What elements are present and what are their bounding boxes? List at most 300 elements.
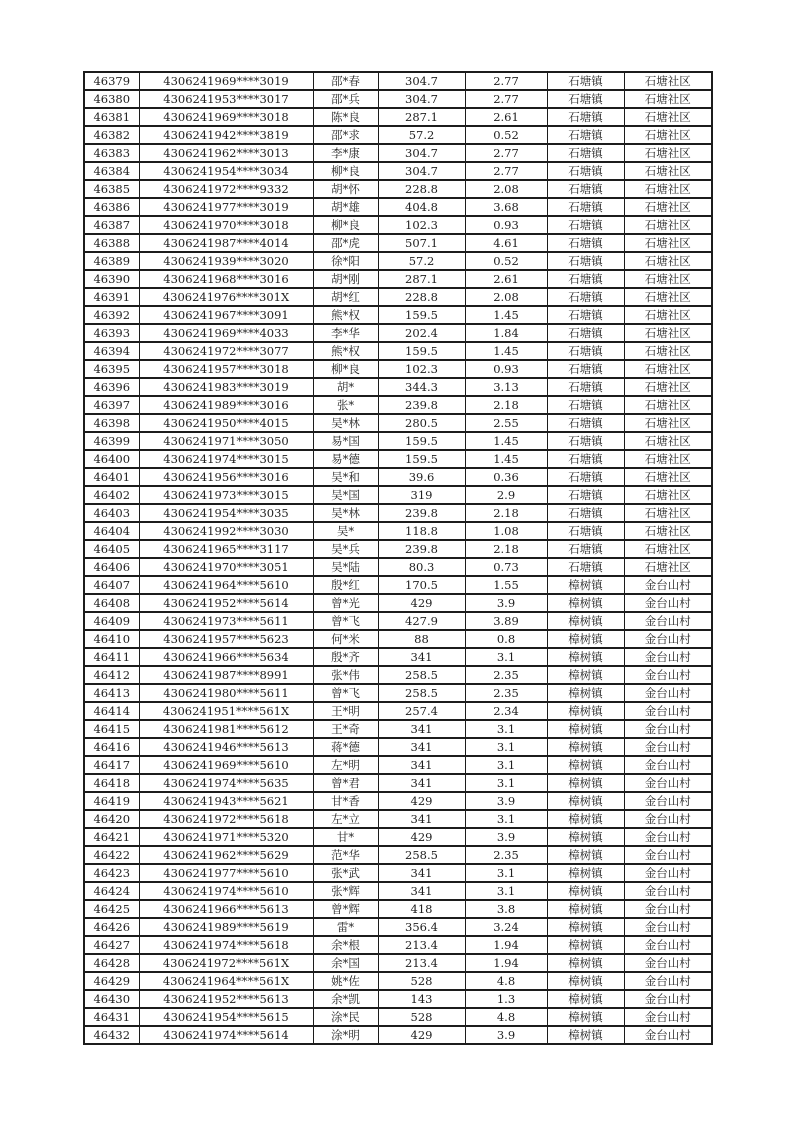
- amount-cell: 287.1: [378, 270, 465, 288]
- table-row: [84, 684, 712, 702]
- village-cell: 金台山村: [624, 666, 712, 684]
- town-cell: 石塘镇: [547, 378, 624, 396]
- rate-cell: 1.55: [465, 576, 547, 594]
- id-number-cell: 4306241962****5629: [139, 846, 313, 864]
- village-cell: 石塘社区: [624, 216, 712, 234]
- village-cell: 金台山村: [624, 630, 712, 648]
- town-cell: 石塘镇: [547, 144, 624, 162]
- name-cell: 张*伟: [313, 666, 378, 684]
- id-number-cell: 4306241957****5623: [139, 630, 313, 648]
- rate-cell: 0.73: [465, 558, 547, 576]
- name-cell: 易*德: [313, 450, 378, 468]
- id-number-cell: 4306241965****3117: [139, 540, 313, 558]
- village-cell: 石塘社区: [624, 324, 712, 342]
- id-number-cell: 4306241939****3020: [139, 252, 313, 270]
- row-index-cell: 46386: [84, 198, 139, 216]
- name-cell: 余*根: [313, 936, 378, 954]
- row-index-cell: 46412: [84, 666, 139, 684]
- town-cell: 樟树镇: [547, 1026, 624, 1044]
- row-index-cell: 46428: [84, 954, 139, 972]
- village-cell: 石塘社区: [624, 396, 712, 414]
- town-cell: 石塘镇: [547, 414, 624, 432]
- rate-cell: 4.8: [465, 972, 547, 990]
- table-row: [84, 288, 712, 306]
- town-cell: 石塘镇: [547, 342, 624, 360]
- village-cell: 金台山村: [624, 792, 712, 810]
- row-index-cell: 46409: [84, 612, 139, 630]
- table-row: [84, 1026, 712, 1044]
- table-row: [84, 900, 712, 918]
- name-cell: 邵*虎: [313, 234, 378, 252]
- village-cell: 金台山村: [624, 756, 712, 774]
- name-cell: 吴*国: [313, 486, 378, 504]
- amount-cell: 239.8: [378, 396, 465, 414]
- table-row: [84, 972, 712, 990]
- amount-cell: 418: [378, 900, 465, 918]
- table-row: [84, 324, 712, 342]
- rate-cell: 2.61: [465, 270, 547, 288]
- table-row: [84, 108, 712, 126]
- table-row: [84, 450, 712, 468]
- village-cell: 金台山村: [624, 972, 712, 990]
- table-row: [84, 792, 712, 810]
- row-index-cell: 46388: [84, 234, 139, 252]
- name-cell: 徐*阳: [313, 252, 378, 270]
- name-cell: 雷*: [313, 918, 378, 936]
- amount-cell: 102.3: [378, 360, 465, 378]
- rate-cell: 0.8: [465, 630, 547, 648]
- rate-cell: 3.89: [465, 612, 547, 630]
- id-number-cell: 4306241989****5619: [139, 918, 313, 936]
- id-number-cell: 4306241969****5610: [139, 756, 313, 774]
- amount-cell: 507.1: [378, 234, 465, 252]
- amount-cell: 287.1: [378, 108, 465, 126]
- town-cell: 石塘镇: [547, 468, 624, 486]
- village-cell: 石塘社区: [624, 198, 712, 216]
- row-index-cell: 46381: [84, 108, 139, 126]
- town-cell: 樟树镇: [547, 666, 624, 684]
- village-cell: 石塘社区: [624, 342, 712, 360]
- id-number-cell: 4306241952****5613: [139, 990, 313, 1008]
- town-cell: 樟树镇: [547, 648, 624, 666]
- village-cell: 石塘社区: [624, 486, 712, 504]
- name-cell: 吴*: [313, 522, 378, 540]
- amount-cell: 213.4: [378, 936, 465, 954]
- name-cell: 曾*飞: [313, 612, 378, 630]
- table-row: [84, 414, 712, 432]
- name-cell: 吴*兵: [313, 540, 378, 558]
- amount-cell: 341: [378, 738, 465, 756]
- amount-cell: 427.9: [378, 612, 465, 630]
- rate-cell: 4.8: [465, 1008, 547, 1026]
- row-index-cell: 46400: [84, 450, 139, 468]
- id-number-cell: 4306241966****5634: [139, 648, 313, 666]
- amount-cell: 356.4: [378, 918, 465, 936]
- town-cell: 樟树镇: [547, 828, 624, 846]
- row-index-cell: 46394: [84, 342, 139, 360]
- name-cell: 姚*佐: [313, 972, 378, 990]
- village-cell: 金台山村: [624, 1026, 712, 1044]
- village-cell: 石塘社区: [624, 522, 712, 540]
- row-index-cell: 46384: [84, 162, 139, 180]
- village-cell: 石塘社区: [624, 504, 712, 522]
- rate-cell: 2.9: [465, 486, 547, 504]
- rate-cell: 0.93: [465, 360, 547, 378]
- amount-cell: 170.5: [378, 576, 465, 594]
- row-index-cell: 46426: [84, 918, 139, 936]
- row-index-cell: 46422: [84, 846, 139, 864]
- row-index-cell: 46382: [84, 126, 139, 144]
- village-cell: 金台山村: [624, 702, 712, 720]
- id-number-cell: 4306241973****3015: [139, 486, 313, 504]
- row-index-cell: 46390: [84, 270, 139, 288]
- name-cell: 胡*雄: [313, 198, 378, 216]
- town-cell: 樟树镇: [547, 918, 624, 936]
- name-cell: 熊*权: [313, 342, 378, 360]
- id-number-cell: 4306241969****4033: [139, 324, 313, 342]
- amount-cell: 159.5: [378, 450, 465, 468]
- name-cell: 王*奇: [313, 720, 378, 738]
- amount-cell: 280.5: [378, 414, 465, 432]
- name-cell: 张*: [313, 396, 378, 414]
- table-row: [84, 486, 712, 504]
- amount-cell: 143: [378, 990, 465, 1008]
- village-cell: 石塘社区: [624, 234, 712, 252]
- amount-cell: 159.5: [378, 342, 465, 360]
- village-cell: 金台山村: [624, 882, 712, 900]
- village-cell: 石塘社区: [624, 108, 712, 126]
- town-cell: 樟树镇: [547, 612, 624, 630]
- rate-cell: 2.08: [465, 180, 547, 198]
- amount-cell: 304.7: [378, 72, 465, 90]
- row-index-cell: 46416: [84, 738, 139, 756]
- name-cell: 张*辉: [313, 882, 378, 900]
- row-index-cell: 46410: [84, 630, 139, 648]
- village-cell: 石塘社区: [624, 288, 712, 306]
- rate-cell: 0.52: [465, 252, 547, 270]
- id-number-cell: 4306241974****5618: [139, 936, 313, 954]
- town-cell: 石塘镇: [547, 270, 624, 288]
- id-number-cell: 4306241956****3016: [139, 468, 313, 486]
- name-cell: 吴*陆: [313, 558, 378, 576]
- village-cell: 石塘社区: [624, 162, 712, 180]
- amount-cell: 528: [378, 1008, 465, 1026]
- rate-cell: 0.52: [465, 126, 547, 144]
- town-cell: 樟树镇: [547, 630, 624, 648]
- rate-cell: 1.45: [465, 432, 547, 450]
- village-cell: 石塘社区: [624, 252, 712, 270]
- amount-cell: 80.3: [378, 558, 465, 576]
- rate-cell: 3.13: [465, 378, 547, 396]
- town-cell: 石塘镇: [547, 216, 624, 234]
- rate-cell: 1.84: [465, 324, 547, 342]
- amount-cell: 304.7: [378, 90, 465, 108]
- id-number-cell: 4306241954****3035: [139, 504, 313, 522]
- amount-cell: 304.7: [378, 162, 465, 180]
- id-number-cell: 4306241964****5610: [139, 576, 313, 594]
- town-cell: 樟树镇: [547, 738, 624, 756]
- name-cell: 王*明: [313, 702, 378, 720]
- rate-cell: 3.8: [465, 900, 547, 918]
- id-number-cell: 4306241951****561X: [139, 702, 313, 720]
- row-index-cell: 46427: [84, 936, 139, 954]
- id-number-cell: 4306241977****5610: [139, 864, 313, 882]
- town-cell: 樟树镇: [547, 1008, 624, 1026]
- village-cell: 石塘社区: [624, 378, 712, 396]
- name-cell: 左*立: [313, 810, 378, 828]
- id-number-cell: 4306241972****5618: [139, 810, 313, 828]
- village-cell: 石塘社区: [624, 270, 712, 288]
- rate-cell: 3.1: [465, 882, 547, 900]
- table-row: [84, 72, 712, 90]
- row-index-cell: 46431: [84, 1008, 139, 1026]
- town-cell: 樟树镇: [547, 576, 624, 594]
- name-cell: 胡*红: [313, 288, 378, 306]
- town-cell: 石塘镇: [547, 72, 624, 90]
- village-cell: 石塘社区: [624, 432, 712, 450]
- table-row: [84, 576, 712, 594]
- town-cell: 石塘镇: [547, 558, 624, 576]
- town-cell: 石塘镇: [547, 306, 624, 324]
- amount-cell: 319: [378, 486, 465, 504]
- name-cell: 易*国: [313, 432, 378, 450]
- village-cell: 石塘社区: [624, 180, 712, 198]
- village-cell: 金台山村: [624, 828, 712, 846]
- table-row: [84, 504, 712, 522]
- name-cell: 熊*权: [313, 306, 378, 324]
- row-index-cell: 46379: [84, 72, 139, 90]
- amount-cell: 57.2: [378, 126, 465, 144]
- row-index-cell: 46391: [84, 288, 139, 306]
- rate-cell: 3.9: [465, 792, 547, 810]
- amount-cell: 159.5: [378, 432, 465, 450]
- name-cell: 柳*良: [313, 216, 378, 234]
- row-index-cell: 46383: [84, 144, 139, 162]
- row-index-cell: 46396: [84, 378, 139, 396]
- row-index-cell: 46395: [84, 360, 139, 378]
- id-number-cell: 4306241977****3019: [139, 198, 313, 216]
- id-number-cell: 4306241974****5614: [139, 1026, 313, 1044]
- town-cell: 樟树镇: [547, 864, 624, 882]
- id-number-cell: 4306241992****3030: [139, 522, 313, 540]
- row-index-cell: 46402: [84, 486, 139, 504]
- id-number-cell: 4306241952****5614: [139, 594, 313, 612]
- town-cell: 石塘镇: [547, 486, 624, 504]
- table-row: [84, 126, 712, 144]
- amount-cell: 258.5: [378, 684, 465, 702]
- amount-cell: 341: [378, 648, 465, 666]
- town-cell: 樟树镇: [547, 810, 624, 828]
- town-cell: 樟树镇: [547, 900, 624, 918]
- name-cell: 胡*: [313, 378, 378, 396]
- row-index-cell: 46423: [84, 864, 139, 882]
- name-cell: 李*康: [313, 144, 378, 162]
- town-cell: 石塘镇: [547, 252, 624, 270]
- name-cell: 曾*光: [313, 594, 378, 612]
- amount-cell: 228.8: [378, 180, 465, 198]
- rate-cell: 1.3: [465, 990, 547, 1008]
- name-cell: 余*凯: [313, 990, 378, 1008]
- name-cell: 吴*和: [313, 468, 378, 486]
- town-cell: 石塘镇: [547, 288, 624, 306]
- amount-cell: 88: [378, 630, 465, 648]
- town-cell: 石塘镇: [547, 198, 624, 216]
- name-cell: 蒋*德: [313, 738, 378, 756]
- table-row: [84, 558, 712, 576]
- row-index-cell: 46425: [84, 900, 139, 918]
- rate-cell: 3.1: [465, 720, 547, 738]
- rate-cell: 2.35: [465, 846, 547, 864]
- table-row: [84, 990, 712, 1008]
- town-cell: 樟树镇: [547, 792, 624, 810]
- table-row: [84, 522, 712, 540]
- table-row: [84, 396, 712, 414]
- table-row: [84, 234, 712, 252]
- table-row: [84, 738, 712, 756]
- row-index-cell: 46387: [84, 216, 139, 234]
- table-row: [84, 216, 712, 234]
- amount-cell: 341: [378, 720, 465, 738]
- rate-cell: 2.77: [465, 162, 547, 180]
- rate-cell: 2.08: [465, 288, 547, 306]
- name-cell: 胡*刚: [313, 270, 378, 288]
- table-row: [84, 666, 712, 684]
- id-number-cell: 4306241968****3016: [139, 270, 313, 288]
- village-cell: 金台山村: [624, 846, 712, 864]
- id-number-cell: 4306241942****3819: [139, 126, 313, 144]
- rate-cell: 3.9: [465, 1026, 547, 1044]
- village-cell: 金台山村: [624, 954, 712, 972]
- name-cell: 曾*飞: [313, 684, 378, 702]
- town-cell: 樟树镇: [547, 846, 624, 864]
- row-index-cell: 46415: [84, 720, 139, 738]
- village-cell: 金台山村: [624, 900, 712, 918]
- amount-cell: 404.8: [378, 198, 465, 216]
- id-number-cell: 4306241971****5320: [139, 828, 313, 846]
- amount-cell: 257.4: [378, 702, 465, 720]
- row-index-cell: 46413: [84, 684, 139, 702]
- table-row: [84, 1008, 712, 1026]
- village-cell: 金台山村: [624, 648, 712, 666]
- rate-cell: 1.08: [465, 522, 547, 540]
- id-number-cell: 4306241967****3091: [139, 306, 313, 324]
- town-cell: 樟树镇: [547, 990, 624, 1008]
- row-index-cell: 46418: [84, 774, 139, 792]
- name-cell: 陈*良: [313, 108, 378, 126]
- row-index-cell: 46403: [84, 504, 139, 522]
- town-cell: 石塘镇: [547, 180, 624, 198]
- name-cell: 邵*兵: [313, 90, 378, 108]
- amount-cell: 258.5: [378, 846, 465, 864]
- rate-cell: 2.18: [465, 396, 547, 414]
- table-row: [84, 252, 712, 270]
- row-index-cell: 46414: [84, 702, 139, 720]
- table-row: [84, 918, 712, 936]
- table-row: [84, 162, 712, 180]
- rate-cell: 3.1: [465, 864, 547, 882]
- name-cell: 曾*辉: [313, 900, 378, 918]
- rate-cell: 2.77: [465, 144, 547, 162]
- row-index-cell: 46417: [84, 756, 139, 774]
- village-cell: 石塘社区: [624, 126, 712, 144]
- amount-cell: 429: [378, 1026, 465, 1044]
- town-cell: 樟树镇: [547, 882, 624, 900]
- village-cell: 金台山村: [624, 576, 712, 594]
- amount-cell: 528: [378, 972, 465, 990]
- name-cell: 胡*怀: [313, 180, 378, 198]
- village-cell: 石塘社区: [624, 468, 712, 486]
- rate-cell: 1.45: [465, 450, 547, 468]
- amount-cell: 102.3: [378, 216, 465, 234]
- table-row: [84, 432, 712, 450]
- id-number-cell: 4306241974****5635: [139, 774, 313, 792]
- village-cell: 金台山村: [624, 1008, 712, 1026]
- row-index-cell: 46392: [84, 306, 139, 324]
- row-index-cell: 46401: [84, 468, 139, 486]
- table-row: [84, 846, 712, 864]
- amount-cell: 341: [378, 882, 465, 900]
- town-cell: 石塘镇: [547, 504, 624, 522]
- table-row: [84, 702, 712, 720]
- amount-cell: 213.4: [378, 954, 465, 972]
- town-cell: 樟树镇: [547, 936, 624, 954]
- amount-cell: 57.2: [378, 252, 465, 270]
- table-row: [84, 468, 712, 486]
- town-cell: 石塘镇: [547, 162, 624, 180]
- rate-cell: 3.68: [465, 198, 547, 216]
- table-row: [84, 720, 712, 738]
- name-cell: 李*华: [313, 324, 378, 342]
- amount-cell: 429: [378, 594, 465, 612]
- id-number-cell: 4306241950****4015: [139, 414, 313, 432]
- row-index-cell: 46408: [84, 594, 139, 612]
- rate-cell: 3.9: [465, 828, 547, 846]
- village-cell: 金台山村: [624, 738, 712, 756]
- town-cell: 石塘镇: [547, 234, 624, 252]
- name-cell: 殷*红: [313, 576, 378, 594]
- table-row: [84, 342, 712, 360]
- table-row: [84, 540, 712, 558]
- rate-cell: 2.77: [465, 90, 547, 108]
- rate-cell: 2.77: [465, 72, 547, 90]
- name-cell: 甘*: [313, 828, 378, 846]
- id-number-cell: 4306241974****3015: [139, 450, 313, 468]
- amount-cell: 39.6: [378, 468, 465, 486]
- name-cell: 殷*齐: [313, 648, 378, 666]
- table-row: [84, 270, 712, 288]
- row-index-cell: 46429: [84, 972, 139, 990]
- town-cell: 石塘镇: [547, 324, 624, 342]
- rate-cell: 2.35: [465, 684, 547, 702]
- name-cell: 范*华: [313, 846, 378, 864]
- id-number-cell: 4306241964****561X: [139, 972, 313, 990]
- table-row: [84, 936, 712, 954]
- row-index-cell: 46432: [84, 1026, 139, 1044]
- id-number-cell: 4306241970****3051: [139, 558, 313, 576]
- name-cell: 何*米: [313, 630, 378, 648]
- village-cell: 石塘社区: [624, 360, 712, 378]
- name-cell: 甘*香: [313, 792, 378, 810]
- table-row: [84, 756, 712, 774]
- row-index-cell: 46397: [84, 396, 139, 414]
- row-index-cell: 46404: [84, 522, 139, 540]
- rate-cell: 0.36: [465, 468, 547, 486]
- amount-cell: 341: [378, 756, 465, 774]
- village-cell: 金台山村: [624, 594, 712, 612]
- town-cell: 石塘镇: [547, 396, 624, 414]
- table-row: [84, 90, 712, 108]
- amount-cell: 239.8: [378, 540, 465, 558]
